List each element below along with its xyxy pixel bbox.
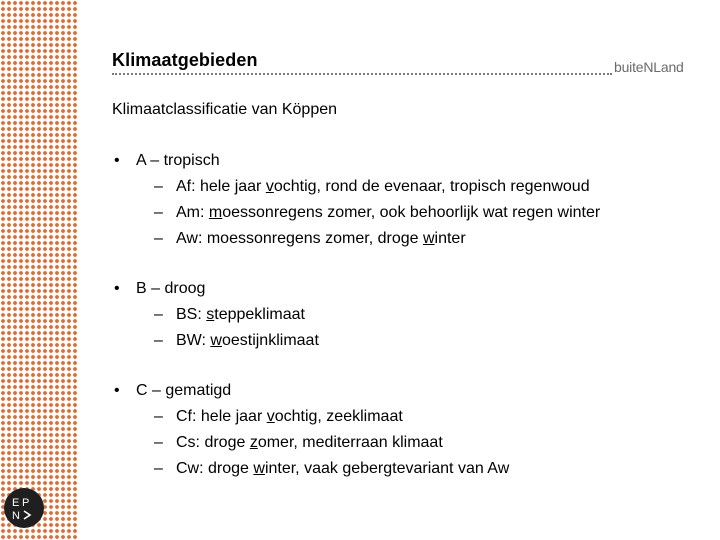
item-text-post: inter, vaak gebergtevariant van Aw xyxy=(264,460,510,477)
list-item xyxy=(112,456,692,482)
epn-logo xyxy=(4,488,44,528)
item-code: BS: xyxy=(176,306,202,323)
dash-icon: – xyxy=(154,204,163,221)
item-text xyxy=(176,404,403,430)
climate-list xyxy=(112,148,692,506)
svg-text:N: N xyxy=(12,510,20,522)
item-text xyxy=(176,302,305,328)
svg-text:E: E xyxy=(12,497,20,509)
item-text-post: ochtig, rond de evenaar, tropisch regenwoud xyxy=(273,178,590,195)
group-heading xyxy=(112,378,692,404)
climate-group-b xyxy=(112,276,692,354)
item-text-underlined: z xyxy=(249,434,258,451)
list-item xyxy=(112,174,692,200)
list-item xyxy=(112,302,692,328)
dash-icon: – xyxy=(154,408,163,425)
item-text-underlined: w xyxy=(210,332,222,349)
item-code: Aw: xyxy=(176,230,203,247)
group-label: C – gematigd xyxy=(136,382,232,399)
item-text-pre: hele jaar xyxy=(195,178,266,195)
item-text xyxy=(176,226,466,252)
item-text-post: teppeklimaat xyxy=(214,306,305,323)
item-text-post: oessonregens zomer, ook behoorlijk wat regen winter xyxy=(222,204,601,221)
group-heading xyxy=(112,276,692,302)
item-text xyxy=(176,456,509,482)
item-text-underlined: w xyxy=(253,460,265,477)
item-text xyxy=(176,174,590,200)
bullet-icon: • xyxy=(114,152,120,169)
item-text xyxy=(176,430,443,456)
group-label: A – tropisch xyxy=(136,152,220,169)
item-text-underlined: m xyxy=(208,204,223,221)
climate-group-a xyxy=(112,148,692,252)
item-text-underlined: v xyxy=(266,408,275,425)
brand-logo-text: buiteNLand xyxy=(614,59,684,75)
item-text-underlined: w xyxy=(422,230,435,247)
item-code: Cs: xyxy=(176,434,200,451)
bullet-icon: • xyxy=(114,280,120,297)
decorative-dot-strip xyxy=(0,0,78,540)
item-text-pre: moessonregens zomer, droge xyxy=(202,230,423,247)
list-item xyxy=(112,226,692,252)
item-text-underlined: s xyxy=(206,306,215,323)
dash-icon: – xyxy=(154,178,163,195)
list-item xyxy=(112,430,692,456)
item-code: Am: xyxy=(176,204,205,221)
item-code: Cw: xyxy=(176,460,204,477)
dash-icon: – xyxy=(154,230,163,247)
epn-logo-icon xyxy=(10,494,38,522)
item-text-pre: hele jaar xyxy=(196,408,267,425)
item-code: BW: xyxy=(176,332,206,349)
item-code: Cf: xyxy=(176,408,197,425)
item-text xyxy=(176,328,319,354)
list-item xyxy=(112,328,692,354)
slide-title: Klimaatgebieden xyxy=(112,50,258,70)
item-text-post: oestijnklimaat xyxy=(221,332,319,349)
svg-text:P: P xyxy=(22,497,30,509)
climate-group-c xyxy=(112,378,692,482)
dash-icon: – xyxy=(154,434,163,451)
item-code: Af: xyxy=(176,178,196,195)
dash-icon: – xyxy=(154,460,163,477)
item-text-pre: droge xyxy=(203,460,254,477)
group-heading xyxy=(112,148,692,174)
item-text-pre: droge xyxy=(200,434,250,451)
list-item xyxy=(112,404,692,430)
title-dotted-divider xyxy=(112,73,612,75)
slide-subtitle: Klimaatclassificatie van Köppen xyxy=(112,101,338,118)
item-text-underlined: v xyxy=(265,178,274,195)
list-item xyxy=(112,200,692,226)
dash-icon: – xyxy=(154,306,163,323)
dash-icon: – xyxy=(154,332,163,349)
item-text-post: omer, mediterraan klimaat xyxy=(257,434,443,451)
group-label: B – droog xyxy=(136,280,206,297)
item-text xyxy=(176,200,600,226)
item-text-post: ochtig, zeeklimaat xyxy=(274,408,403,425)
bullet-icon: • xyxy=(114,382,120,399)
item-text-post: inter xyxy=(434,230,466,247)
